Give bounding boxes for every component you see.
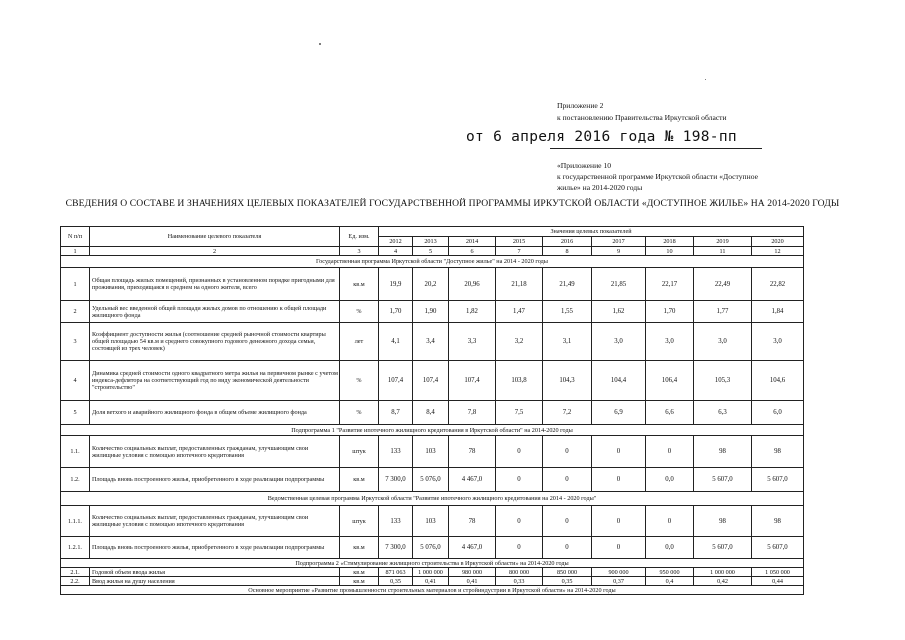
row-value: 107,4 xyxy=(379,361,413,401)
row-value: 3,0 xyxy=(646,323,694,361)
row-value: 0,42 xyxy=(694,577,752,586)
year-cell: 2020 xyxy=(752,237,804,247)
row-name: Площадь вновь построенного жилья, приобретенного в ходе реализации подпрограммы xyxy=(90,537,340,559)
row-value: 1,90 xyxy=(413,301,449,323)
row-value: 5 076,0 xyxy=(413,537,449,559)
colnum-cell: 5 xyxy=(413,247,449,256)
row-value: 850 000 xyxy=(543,568,592,577)
row-num: 3 xyxy=(61,323,90,361)
row-unit: % xyxy=(340,361,379,401)
table-row xyxy=(61,577,804,586)
colnum-cell: 9 xyxy=(592,247,646,256)
row-value: 0 xyxy=(496,468,543,492)
row-value: 6,3 xyxy=(694,401,752,425)
row-num: 5 xyxy=(61,401,90,425)
row-value: 0 xyxy=(592,436,646,468)
row-value: 21,85 xyxy=(592,268,646,301)
row-value: 1 000 000 xyxy=(694,568,752,577)
row-value: 107,4 xyxy=(413,361,449,401)
row-value: 7 300,0 xyxy=(379,468,413,492)
table-row xyxy=(61,401,804,425)
row-value: 1,70 xyxy=(379,301,413,323)
row-value: 1,70 xyxy=(646,301,694,323)
row-value: 0,35 xyxy=(543,577,592,586)
row-unit: кв.м xyxy=(340,537,379,559)
annex-header xyxy=(557,100,817,124)
row-name: Удельный вес введенной общей площади жилых домов по отношению к общей площади жилищного фонда xyxy=(90,301,340,323)
row-value: 7 300,0 xyxy=(379,537,413,559)
indicators-table xyxy=(60,226,804,595)
prev-annex-line-1: «Приложение 10 xyxy=(557,161,612,170)
row-value: 1,77 xyxy=(694,301,752,323)
row-value: 6,9 xyxy=(592,401,646,425)
row-value: 104,3 xyxy=(543,361,592,401)
year-cell: 2018 xyxy=(646,237,694,247)
section-row xyxy=(61,256,804,268)
row-unit: штук xyxy=(340,506,379,537)
row-value: 20,2 xyxy=(413,268,449,301)
row-value: 1,47 xyxy=(496,301,543,323)
row-value: 21,49 xyxy=(543,268,592,301)
row-value: 0 xyxy=(592,506,646,537)
row-unit: штук xyxy=(340,436,379,468)
section-state-program: Государственная программа Иркутской области "Доступное жилье" на 2014 - 2020 годы xyxy=(61,256,804,268)
row-value: 0 xyxy=(646,436,694,468)
header-name: Наименование целевого показателя xyxy=(90,227,340,247)
row-name: Доля ветхого и аварийного жилищного фонда в общем объеме жилищного фонда xyxy=(90,401,340,425)
row-value: 0,44 xyxy=(752,577,804,586)
colnum-cell: 10 xyxy=(646,247,694,256)
colnum-cell: 2 xyxy=(90,247,340,256)
row-num: 2.2. xyxy=(61,577,90,586)
header-unit: Ед. изм. xyxy=(340,227,379,247)
row-unit: кв.м xyxy=(340,468,379,492)
row-value: 950 000 xyxy=(646,568,694,577)
table-row xyxy=(61,268,804,301)
row-value: 103,8 xyxy=(496,361,543,401)
colnum-cell: 4 xyxy=(379,247,413,256)
row-num: 4 xyxy=(61,361,90,401)
row-value: 78 xyxy=(449,436,496,468)
row-value: 1 050 000 xyxy=(752,568,804,577)
row-value: 0,0 xyxy=(646,468,694,492)
row-value: 0 xyxy=(496,506,543,537)
row-value: 5 607,0 xyxy=(752,537,804,559)
row-value: 0,41 xyxy=(449,577,496,586)
row-value: 1,84 xyxy=(752,301,804,323)
row-value: 0 xyxy=(496,436,543,468)
row-value: 104,6 xyxy=(752,361,804,401)
row-name: Годовой объем ввода жилья xyxy=(90,568,340,577)
scan-speck xyxy=(319,43,321,45)
row-value: 0,35 xyxy=(379,577,413,586)
row-value: 98 xyxy=(752,506,804,537)
colnum-cell: 8 xyxy=(543,247,592,256)
row-value: 4,1 xyxy=(379,323,413,361)
row-num: 1.1. xyxy=(61,436,90,468)
row-value: 0 xyxy=(543,468,592,492)
table-header-row xyxy=(61,227,804,237)
row-value: 106,4 xyxy=(646,361,694,401)
year-cell: 2019 xyxy=(694,237,752,247)
table-row xyxy=(61,361,804,401)
row-value: 6,0 xyxy=(752,401,804,425)
row-name: Площадь вновь построенного жилья, приобретенного в ходе реализации подпрограммы xyxy=(90,468,340,492)
row-value: 22,49 xyxy=(694,268,752,301)
row-value: 105,3 xyxy=(694,361,752,401)
row-num: 1.1.1. xyxy=(61,506,90,537)
row-value: 0,33 xyxy=(496,577,543,586)
row-name: Количество социальных выплат, предоставленных гражданам, улучшающим свои жилищные условия с помощью ипотечного кредитования xyxy=(90,506,340,537)
section-main-activity: Основное мероприятие «Развитие промышленности строительных материалов и стройиндустрии в Иркутской области» на 2014-2020 годы xyxy=(61,586,804,595)
row-value: 4 467,0 xyxy=(449,537,496,559)
row-value: 8,4 xyxy=(413,401,449,425)
column-numbers-row xyxy=(61,247,804,256)
row-num: 1.2.1. xyxy=(61,537,90,559)
row-value: 7,5 xyxy=(496,401,543,425)
row-value: 103 xyxy=(413,506,449,537)
row-value: 104,4 xyxy=(592,361,646,401)
row-value: 7,2 xyxy=(543,401,592,425)
row-name: Динамика средней стоимости одного квадратного метра жилья на первичном рынке с учетом индекса-дефлятора на соответствующий год по виду экономической деятельности "строительство" xyxy=(90,361,340,401)
row-value: 0 xyxy=(646,506,694,537)
row-name: Количество социальных выплат, предоставленных гражданам, улучшающим свои жилищные условия с помощью ипотечного кредитования xyxy=(90,436,340,468)
row-value: 0 xyxy=(592,537,646,559)
row-value: 3,0 xyxy=(592,323,646,361)
row-value: 0,41 xyxy=(413,577,449,586)
row-value: 800 000 xyxy=(496,568,543,577)
row-value: 133 xyxy=(379,506,413,537)
table-row xyxy=(61,301,804,323)
row-value: 22,82 xyxy=(752,268,804,301)
row-value: 0 xyxy=(592,468,646,492)
row-unit: кв.м xyxy=(340,577,379,586)
table-row xyxy=(61,323,804,361)
row-unit: кв.м xyxy=(340,568,379,577)
row-name: Ввод жилья на душу населения xyxy=(90,577,340,586)
row-value: 7,8 xyxy=(449,401,496,425)
row-unit: % xyxy=(340,401,379,425)
row-value: 78 xyxy=(449,506,496,537)
colnum-cell: 12 xyxy=(752,247,804,256)
row-value: 5 607,0 xyxy=(694,537,752,559)
row-value: 980 000 xyxy=(449,568,496,577)
table-row xyxy=(61,568,804,577)
row-value: 871 063 xyxy=(379,568,413,577)
row-num: 1.2. xyxy=(61,468,90,492)
annex-line-2: к постановлению Правительства Иркутской области xyxy=(557,113,727,122)
colnum-cell: 6 xyxy=(449,247,496,256)
scan-speck xyxy=(705,79,706,80)
colnum-cell: 7 xyxy=(496,247,543,256)
colnum-cell: 1 xyxy=(61,247,90,256)
row-value: 1,62 xyxy=(592,301,646,323)
section-row xyxy=(61,425,804,436)
annex-line-1: Приложение 2 xyxy=(557,101,604,110)
table-row xyxy=(61,537,804,559)
decree-underline xyxy=(550,148,762,149)
row-value: 0 xyxy=(543,506,592,537)
row-value: 0,4 xyxy=(646,577,694,586)
row-value: 5 607,0 xyxy=(694,468,752,492)
row-value: 3,3 xyxy=(449,323,496,361)
year-cell: 2012 xyxy=(379,237,413,247)
row-value: 3,1 xyxy=(543,323,592,361)
row-num: 2 xyxy=(61,301,90,323)
document-title: СВЕДЕНИЯ О СОСТАВЕ И ЗНАЧЕНИЯХ ЦЕЛЕВЫХ ПОКАЗАТЕЛЕЙ ГОСУДАРСТВЕННОЙ ПРОГРАММЫ ИРКУТСКОЙ ОБЛАСТИ «ДОСТУПНОЕ ЖИЛЬЕ» НА 2014-2020 ГОДЫ xyxy=(65,198,840,209)
colnum-cell: 3 xyxy=(340,247,379,256)
row-value: 21,18 xyxy=(496,268,543,301)
row-value: 3,4 xyxy=(413,323,449,361)
row-value: 19,9 xyxy=(379,268,413,301)
previous-annex-header xyxy=(557,160,817,193)
row-value: 5 076,0 xyxy=(413,468,449,492)
prev-annex-line-2: к государственной программе Иркутской области «Доступное xyxy=(557,172,758,181)
row-name: Коэффициент доступности жилья (соотношение средней рыночной стоимости квартиры общей площадью 54 кв.м и среднего совокупного годового денежного дохода семьи, состоящей из трех человек) xyxy=(90,323,340,361)
year-cell: 2015 xyxy=(496,237,543,247)
table-row xyxy=(61,436,804,468)
header-num: N п/п xyxy=(61,227,90,247)
decree-date-number: от 6 апреля 2016 года № 198-пп xyxy=(466,129,737,145)
row-value: 133 xyxy=(379,436,413,468)
row-value: 6,6 xyxy=(646,401,694,425)
section-subprogram-2: Подпрограмма 2 «Стимулирование жилищного строительства в Иркутской области» на 2014-2020 годы xyxy=(61,559,804,568)
row-value: 0,0 xyxy=(646,537,694,559)
table-row xyxy=(61,468,804,492)
row-value: 1,55 xyxy=(543,301,592,323)
row-value: 0,37 xyxy=(592,577,646,586)
row-num: 1 xyxy=(61,268,90,301)
year-cell: 2017 xyxy=(592,237,646,247)
row-value: 3,2 xyxy=(496,323,543,361)
row-num: 2.1. xyxy=(61,568,90,577)
colnum-cell: 11 xyxy=(694,247,752,256)
row-value: 1 000 000 xyxy=(413,568,449,577)
row-unit: % xyxy=(340,301,379,323)
row-value: 900 000 xyxy=(592,568,646,577)
row-value: 1,82 xyxy=(449,301,496,323)
row-value: 98 xyxy=(694,506,752,537)
year-cell: 2014 xyxy=(449,237,496,247)
section-subprogram-1: Подпрограмма 1 "Развитие ипотечного жилищного кредитования в Иркутской области" на 2014-2020 годы xyxy=(61,425,804,436)
section-departmental-program: Ведомственная целевая программа Иркутской области "Развитие ипотечного жилищного кредитования на 2014 - 2020 годы" xyxy=(61,492,804,506)
section-row xyxy=(61,586,804,595)
row-value: 3,0 xyxy=(694,323,752,361)
row-value: 4 467,0 xyxy=(449,468,496,492)
row-value: 0 xyxy=(543,436,592,468)
row-value: 3,0 xyxy=(752,323,804,361)
section-row xyxy=(61,559,804,568)
row-name: Общая площадь жилых помещений, признанных в установленном порядке пригодными для проживания, приходящаяся в среднем на одного жителя, всего xyxy=(90,268,340,301)
row-value: 98 xyxy=(752,436,804,468)
row-unit: лет xyxy=(340,323,379,361)
section-row xyxy=(61,492,804,506)
row-value: 8,7 xyxy=(379,401,413,425)
row-value: 103 xyxy=(413,436,449,468)
table-row xyxy=(61,506,804,537)
row-value: 22,17 xyxy=(646,268,694,301)
row-value: 0 xyxy=(496,537,543,559)
year-cell: 2016 xyxy=(543,237,592,247)
year-cell: 2013 xyxy=(413,237,449,247)
row-unit: кв.м xyxy=(340,268,379,301)
row-value: 0 xyxy=(543,537,592,559)
row-value: 107,4 xyxy=(449,361,496,401)
header-values: Значения целевых показателей xyxy=(379,227,804,237)
row-value: 5 607,0 xyxy=(752,468,804,492)
row-value: 20,96 xyxy=(449,268,496,301)
row-value: 98 xyxy=(694,436,752,468)
prev-annex-line-3: жилье» на 2014-2020 годы xyxy=(557,183,643,192)
